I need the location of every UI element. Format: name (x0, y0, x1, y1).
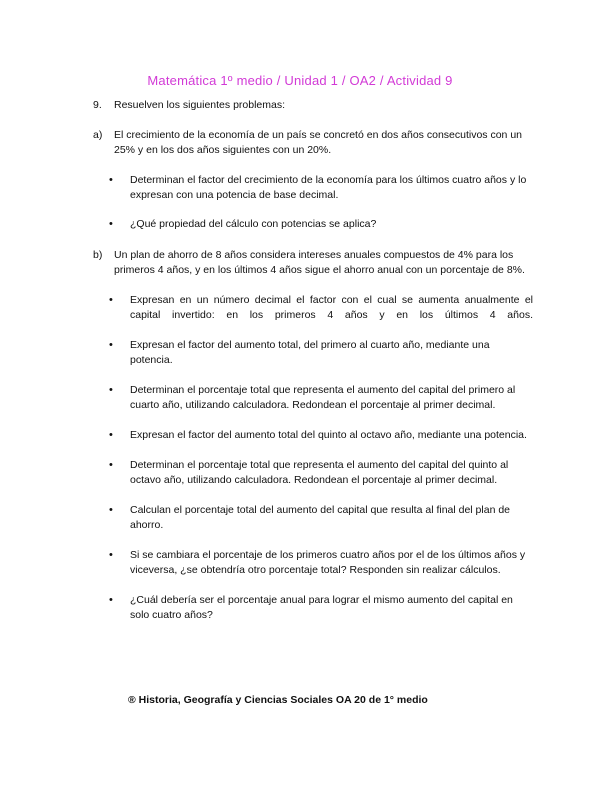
part-b-bullet-3 (109, 383, 533, 413)
activity-content (93, 98, 533, 623)
part-b-label: b) (93, 249, 103, 261)
bullet-glyph: • (109, 504, 113, 516)
part-a-bullet-2-text: ¿Qué propiedad del cálculo con potencias se aplica? (130, 218, 377, 230)
part-b-bullet-3-text: Determinan el porcentaje total que representa el aumento del capital del primero al cuarto año, utilizando calculadora. Redondean el porcentaje al primer decimal. (130, 384, 516, 411)
bullet-glyph: • (109, 429, 113, 441)
problem-heading (93, 98, 533, 113)
part-b-bullet-8-text: ¿Cuál debería ser el porcentaje anual para lograr el mismo aumento del capital en solo cuatro años? (130, 594, 513, 621)
part-b-bullet-4-text: Expresan el factor del aumento total del quinto al octavo año, mediante una potencia. (130, 429, 527, 441)
part-a-label: a) (93, 129, 103, 141)
part-b-bullet-5-text: Determinan el porcentaje total que representa el aumento del capital del quinto al octavo año, utilizando calculadora. Redondean el porcentaje al primer decimal. (130, 459, 509, 486)
part-a-bullet-2 (109, 217, 533, 232)
bullet-glyph: • (109, 594, 113, 606)
bullet-glyph: • (109, 174, 113, 186)
bullet-glyph: • (109, 384, 113, 396)
part-b-bullet-1-text: Expresan en un número decimal el factor con el cual se aumenta anualmente el capital invertido: en los primeros 4 años y en los últimos 4 años. (130, 294, 533, 321)
page-header-title: Matemática 1º medio / Unidad 1 / OA2 / Actividad 9 (147, 73, 453, 88)
part-b-bullet-7-text: Si se cambiara el porcentaje de los primeros cuatro años por el de los últimos años y viceversa, ¿se obtendría otro porcentaje total? Responden sin realizar cálculos. (130, 549, 526, 576)
part-b (93, 248, 533, 278)
problem-intro: Resuelven los siguientes problemas: (114, 99, 286, 111)
part-b-bullet-2-text: Expresan el factor del aumento total, del primero al cuarto año, mediante una potencia. (130, 339, 490, 366)
part-b-bullet-7 (109, 548, 533, 578)
bullet-glyph: • (109, 294, 113, 306)
footer-reference: ® Historia, Geografía y Ciencias Sociales OA 20 de 1° medio (128, 694, 428, 706)
part-b-bullet-5 (109, 458, 533, 488)
part-a-text: El crecimiento de la economía de un país se concretó en dos años consecutivos con un 25% y en los dos años siguientes con un 20%. (114, 129, 522, 156)
part-a-bullet-1 (109, 173, 533, 203)
part-b-bullet-6-text: Calculan el porcentaje total del aumento del capital que resulta al final del plan de ahorro. (130, 504, 510, 531)
part-b-text: Un plan de ahorro de 8 años considera intereses anuales compuestos de 4% para los primeros 4 años, y en los últimos 4 años sigue el ahorro anual con un porcentaje de 8%. (114, 249, 525, 276)
bullet-glyph: • (109, 339, 113, 351)
part-b-bullet-8 (109, 593, 533, 623)
part-b-bullet-6 (109, 503, 533, 533)
problem-number: 9. (93, 99, 102, 111)
bullet-glyph: • (109, 549, 113, 561)
bullet-glyph: • (109, 218, 113, 230)
part-b-bullet-2 (109, 338, 533, 368)
bullet-glyph: • (109, 459, 113, 471)
part-a-bullet-1-text: Determinan el factor del crecimiento de la economía para los últimos cuatro años y lo expresan con una potencia de base decimal. (130, 174, 527, 201)
part-b-bullet-4 (109, 428, 533, 443)
part-a (93, 128, 533, 158)
part-b-bullet-1 (109, 293, 533, 323)
